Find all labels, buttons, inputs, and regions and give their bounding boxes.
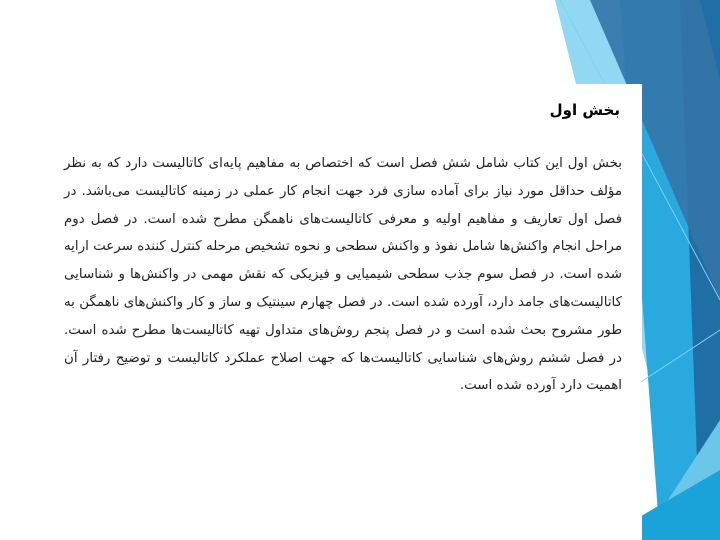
section-heading: بخش اول bbox=[549, 101, 620, 119]
body-paragraph: بخش اول این کتاب شامل شش فصل است که اختصاص به مفاهیم پایه‌ای کاتالیست دارد که به نظر مؤلف حداقل مورد نیاز برای آماده سازی فرد جهت انجام کار عملی در زمینه کاتالیست می‌باشد. در فصل اول تعاریف و مفاهیم اولیه و معرفی کاتالیست‌های ناهمگن مطرح شده است. در فصل دوم مراحل انجام واکنش‌ها شامل نفوذ و واکنش سطحی و نحوه تشخیص مرحله کنترل کننده سرعت ارایه شده است. در فصل سوم جذب سطحی شیمیایی و فیزیکی که نقش مهمی در واکنش‌ها و شناسایی کاتالیست‌های جامد دارد، آورده شده است. در فصل چهارم سینتیک و ساز و کار واکنش‌های ناهمگن به طور مشروح بحث شده است و در فصل پنجم روش‌های متداول تهیه کاتالیست‌ها مطرح شده است. در فصل ششم روش‌های شناسایی کاتالیست‌ها که جهت اصلاح عملکرد کاتالیست و توضیح رفتار آن اهمیت دارد آورده شده است. bbox=[64, 156, 622, 394]
